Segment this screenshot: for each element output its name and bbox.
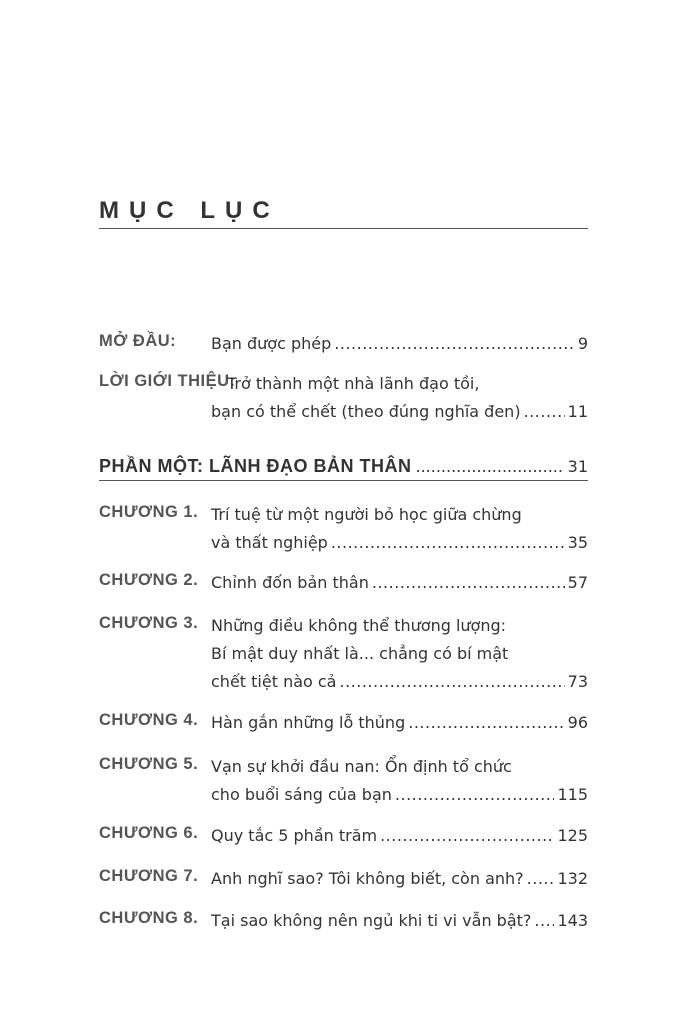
entry-text: Hàn gắn những lỗ thủng <box>211 713 406 732</box>
entry-line <box>211 867 588 891</box>
chapter-label: CHƯƠNG 7. <box>99 867 199 885</box>
page-number: 31 <box>567 457 588 476</box>
chapter-label: CHƯƠNG 1. <box>99 503 199 521</box>
entry-line <box>227 372 588 396</box>
entry-text: Anh nghĩ sao? Tôi không biết, còn anh? <box>211 869 524 888</box>
entry-text: chết tiệt nào cả <box>211 672 337 691</box>
entry-line <box>211 711 588 735</box>
entry-line <box>211 670 588 694</box>
entry-text: Bí mật duy nhất là... chẳng có bí mật <box>211 644 509 663</box>
page-number: 9 <box>577 334 588 353</box>
entry-text: cho buổi sáng của bạn <box>211 785 392 804</box>
page-number: 132 <box>557 869 588 888</box>
page-number: 125 <box>557 826 588 845</box>
chapter-label: CHƯƠNG 4. <box>99 711 199 729</box>
chapter-label: CHƯƠNG 8. <box>99 909 199 927</box>
entry-line <box>211 531 588 555</box>
page-number: 115 <box>557 785 588 804</box>
entry-text: Trí tuệ từ một người bỏ học giữa chừng <box>211 505 522 524</box>
part-title: PHẦN MỘT: LÃNH ĐẠO BẢN THÂN <box>99 456 412 476</box>
entry-text: Vạn sự khởi đầu nan: Ổn định tổ chức <box>211 757 512 776</box>
entry-line <box>211 642 588 666</box>
entry-line <box>211 755 588 779</box>
page-number: 143 <box>557 911 588 930</box>
title-divider <box>99 228 588 229</box>
entry-text: và thất nghiệp <box>211 533 328 552</box>
dot-leader <box>415 457 563 476</box>
dot-leader <box>534 909 554 933</box>
entry-line <box>211 824 588 848</box>
dot-leader <box>334 332 575 356</box>
dot-leader <box>372 571 565 595</box>
page-number: 35 <box>567 533 588 552</box>
dot-leader <box>339 670 564 694</box>
entry-text: Chỉnh đốn bản thân <box>211 573 369 592</box>
dot-leader <box>408 711 564 735</box>
entry-line <box>211 614 588 638</box>
entry-text: bạn có thể chết (theo đúng nghĩa đen) <box>211 402 521 421</box>
entry-text: Tại sao không nên ngủ khi ti vi vẫn bật? <box>211 911 532 930</box>
chapter-label: CHƯƠNG 2. <box>99 571 199 589</box>
chapter-label: CHƯƠNG 6. <box>99 824 199 842</box>
page-number: 73 <box>567 672 588 691</box>
entry-label: MỞ ĐẦU: <box>99 332 177 350</box>
entry-text: Trở thành một nhà lãnh đạo tồi, <box>227 374 480 393</box>
dot-leader <box>380 824 554 848</box>
dot-leader <box>524 400 565 424</box>
entry-line <box>211 503 588 527</box>
entry-text: Quy tắc 5 phần trăm <box>211 826 378 845</box>
entry-label: LỜI GIỚI THIỆU: <box>99 372 236 390</box>
dot-leader <box>395 783 555 807</box>
entry-line <box>211 400 588 424</box>
toc-part-one[interactable] <box>99 456 588 481</box>
entry-line <box>211 332 588 356</box>
chapter-label: CHƯƠNG 3. <box>99 614 199 632</box>
dot-leader <box>527 867 555 891</box>
entry-text: Bạn được phép <box>211 334 332 353</box>
entry-text: Những điều không thể thương lượng: <box>211 616 507 635</box>
page-number: 96 <box>567 713 588 732</box>
entry-line <box>211 783 588 807</box>
dot-leader <box>331 531 565 555</box>
page-number: 57 <box>567 573 588 592</box>
entry-line <box>211 571 588 595</box>
entry-line <box>211 909 588 933</box>
chapter-label: CHƯƠNG 5. <box>99 755 199 773</box>
page-title: MỤC LỤC <box>99 197 280 224</box>
page-number: 11 <box>567 402 588 421</box>
